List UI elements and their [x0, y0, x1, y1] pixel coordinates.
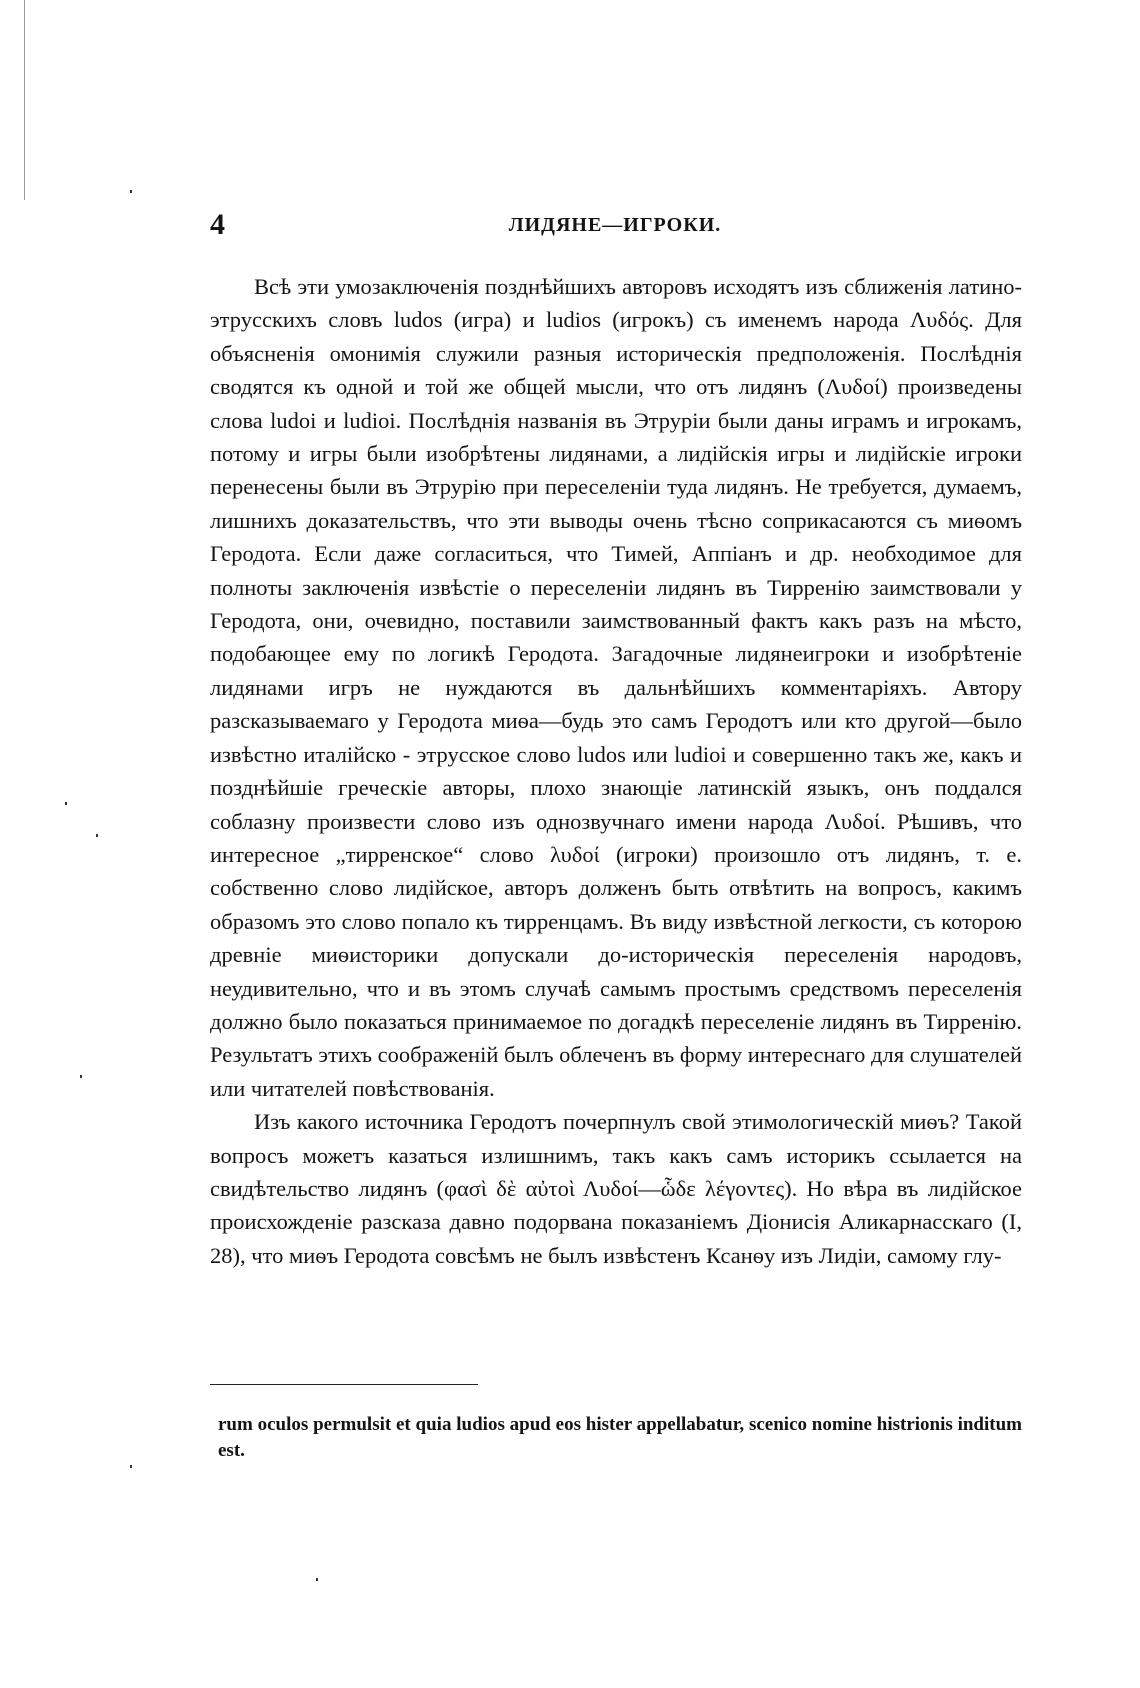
footnote	[218, 1412, 1022, 1464]
paragraph-2: Изъ какого источника Геродотъ почерпнулъ свой этимологическій миѳъ? Такой вопросъ можетъ казаться излишнимъ, такъ какъ самъ историкъ ссылается на свидѣтельство лидянъ (φασὶ δὲ αὐτοὶ Λυδοί—ὧδε λέγοντες). Но вѣра въ лидійское происхожденіе разсказа давно подорвана показаніемъ Діонисія Аликарнасскаго (I, 28), что миѳъ Геродота совсѣмъ не былъ извѣстенъ Ксанѳу изъ Лидіи, самому глу-	[210, 1109, 1022, 1268]
paragraph-1: Всѣ эти умозаключенія позднѣйшихъ авторовъ исходятъ изъ сближенія латино-этрусскихъ словъ ludos (игра) и ludios (игрокъ) съ именемъ народа Λυδός. Для объясненія омонимія служили разныя историческія предположенія. Послѣднія сводятся къ одной и той же общей мысли, что отъ лидянъ (Λυδοί) произведены слова ludoi и ludioi. Послѣднія названія въ Этруріи были даны играмъ и игрокамъ, потому и игры были изобрѣтены лидянами, а лидійскія игры и лидійскіе игроки перенесены были въ Этрурію при переселеніи туда лидянъ. Не требуется, думаемъ, лишнихъ доказательствъ, что эти выводы очень тѣсно соприкасаются съ миѳомъ Геродота. Если даже согласиться, что Тимей, Аппіанъ и др. необходимое для полноты заключенія извѣстіе о переселеніи лидянъ въ Тирренію заимствовали у Геродота, они, очевидно, поставили заимствованный фактъ какъ разъ на мѣсто, подобающее ему по логикѣ Геродота. Загадочные лидянеигроки и изобрѣтеніе лидянами игръ не нуждаются въ дальнѣйшихъ комментаріяхъ. Автору разсказываемаго у Геродота миѳа—будь это самъ Геродотъ или кто другой—было извѣстно италійско - этрусское слово ludos или ludioi и совершенно такъ же, какъ и позднѣйшіе греческіе авторы, плохо знающіе латинскій языкъ, онъ поддался соблазну произвести слово изъ однозвучнаго имени народа Λυδοί. Рѣшивъ, что интересное „тирренское“ слово λυδοί (игроки) произошло отъ лидянъ, т. е. собственно слово лидійское, авторъ долженъ быть отвѣтить на вопросъ, какимъ образомъ это слово попало къ тирренцамъ. Въ виду извѣстной легкости, съ которою древніе миѳисторики допускали до-историческія переселенія народовъ, неудивительно, что и въ этомъ случаѣ самымъ простымъ средствомъ переселенія должно было показаться принимаемое по догадкѣ переселеніе лидянъ въ Тирренію. Результатъ этихъ соображеній былъ облеченъ въ форму интереснаго для слушателей или читателей повѣствованія.	[210, 274, 1022, 1101]
scan-speck	[130, 1465, 132, 1468]
scan-speck	[96, 834, 98, 837]
running-title: ЛИДЯНЕ—ИГРОКИ.	[508, 214, 722, 236]
footnote-text: rum oculos permulsit et quia ludios apud eos hister appellabatur, scenico nomine histrionis inditum est.	[218, 1414, 1022, 1461]
footnote-divider	[210, 1384, 478, 1385]
main-text	[210, 270, 1022, 1272]
page-header	[210, 208, 1020, 248]
scan-speck	[316, 1578, 318, 1581]
scan-edge-line	[24, 0, 25, 200]
scan-speck	[65, 802, 67, 805]
scan-speck	[80, 1075, 82, 1078]
scan-speck	[130, 190, 132, 193]
page-number: 4	[210, 208, 225, 241]
